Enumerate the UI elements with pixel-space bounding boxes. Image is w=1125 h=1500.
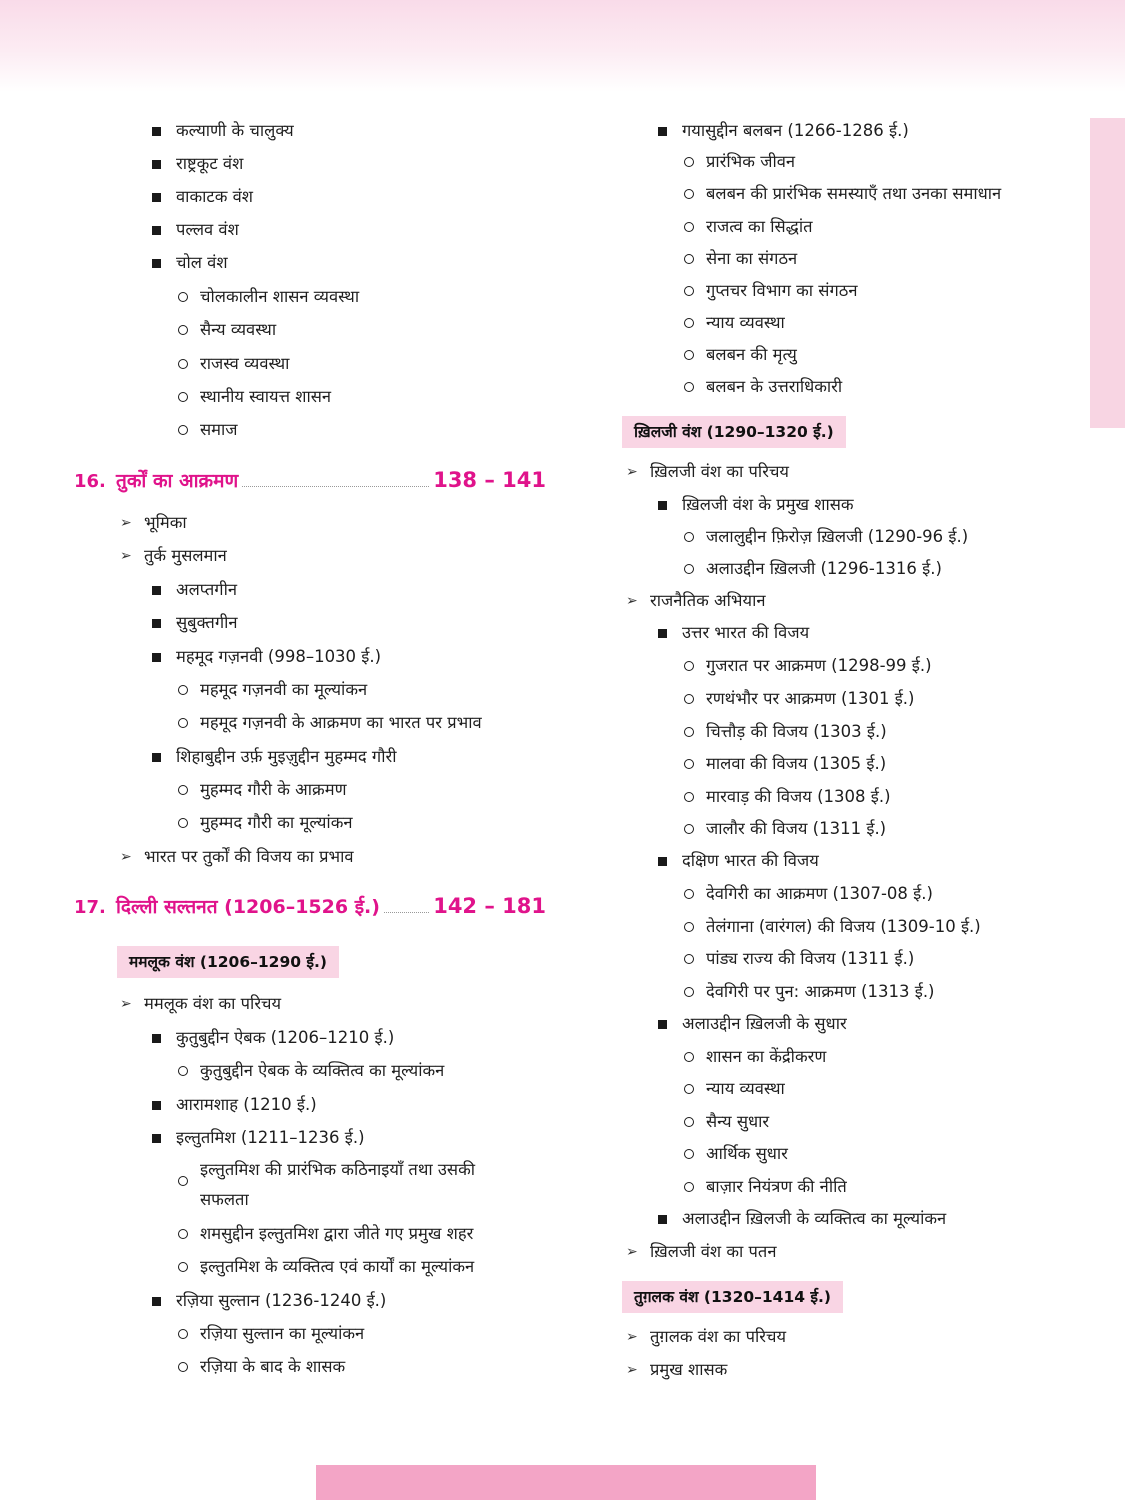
square-bullet-icon xyxy=(150,186,176,208)
circle-bullet-icon xyxy=(178,1060,200,1082)
list-item: गुप्तचर विभाग का संगठन xyxy=(684,280,857,302)
circle-bullet-icon xyxy=(684,344,706,366)
list-item: गुजरात पर आक्रमण (1298-99 ई.) xyxy=(684,655,932,677)
circle-bullet-icon xyxy=(684,916,706,938)
circle-bullet-icon xyxy=(684,1078,706,1100)
list-item: ख़िलजी वंश के प्रमुख शासक xyxy=(656,494,854,516)
circle-bullet-icon xyxy=(684,883,706,905)
leader-dots xyxy=(242,485,429,487)
circle-bullet-icon xyxy=(178,419,200,441)
list-item: देवगिरी पर पुन: आक्रमण (1313 ई.) xyxy=(684,981,935,1003)
list-item: प्रारंभिक जीवन xyxy=(684,151,795,173)
square-bullet-icon xyxy=(150,252,176,274)
square-bullet-icon xyxy=(150,1127,176,1149)
list-item: अलप्तगीन xyxy=(150,579,237,601)
list-item: महमूद गज़नवी के आक्रमण का भारत पर प्रभाव xyxy=(178,712,482,734)
circle-bullet-icon xyxy=(684,1176,706,1198)
list-item: सुबुक्तगीन xyxy=(150,612,238,634)
square-bullet-icon xyxy=(150,219,176,241)
circle-bullet-icon xyxy=(178,1323,200,1345)
arrow-bullet-icon: ➢ xyxy=(626,1329,638,1345)
list-item: राष्ट्रकूट वंश xyxy=(150,153,243,175)
square-bullet-icon xyxy=(656,1208,682,1230)
arrow-bullet-icon: ➢ xyxy=(626,464,638,480)
chapter-16-heading[interactable] xyxy=(74,467,546,493)
circle-bullet-icon xyxy=(684,216,706,238)
list-item: पल्लव वंश xyxy=(150,219,239,241)
circle-bullet-icon xyxy=(178,679,200,701)
list-item: न्याय व्यवस्था xyxy=(684,1078,785,1100)
square-bullet-icon xyxy=(656,1013,682,1035)
circle-bullet-icon xyxy=(178,386,200,408)
square-bullet-icon xyxy=(656,494,682,516)
arrow-bullet-icon: ➢ xyxy=(626,1244,638,1260)
circle-bullet-icon xyxy=(684,655,706,677)
square-bullet-icon xyxy=(656,120,682,142)
list-item: तेलंगाना (वारंगल) की विजय (1309-10 ई.) xyxy=(684,916,981,938)
chapter-pages: 142 – 181 xyxy=(433,894,546,918)
circle-bullet-icon xyxy=(684,981,706,1003)
circle-bullet-icon xyxy=(684,248,706,270)
list-item: ➢ तुग़लक वंश का परिचय xyxy=(626,1327,787,1346)
list-item: ➢ ख़िलजी वंश का परिचय xyxy=(626,462,789,481)
circle-bullet-icon xyxy=(684,558,706,580)
list-item: रणथंभौर पर आक्रमण (1301 ई.) xyxy=(684,688,915,710)
square-bullet-icon xyxy=(150,612,176,634)
circle-bullet-icon xyxy=(178,712,200,734)
list-item: ➢ ममलूक वंश का परिचय xyxy=(120,994,282,1013)
list-item: राजत्व का सिद्धांत xyxy=(684,216,813,238)
list-item: ➢ भूमिका xyxy=(120,513,187,532)
circle-bullet-icon xyxy=(178,1356,200,1378)
list-item: दक्षिण भारत की विजय xyxy=(656,850,819,872)
leader-dots xyxy=(384,911,429,913)
list-item: जलालुद्दीन फ़िरोज़ ख़िलजी (1290-96 ई.) xyxy=(684,526,968,548)
circle-bullet-icon xyxy=(178,1223,200,1245)
list-item: वाकाटक वंश xyxy=(150,186,253,208)
circle-bullet-icon xyxy=(178,812,200,834)
list-item: शमसुद्दीन इल्तुतमिश द्वारा जीते गए प्रमुख शहर xyxy=(178,1223,473,1245)
list-item: कुतुबुद्दीन ऐबक (1206–1210 ई.) xyxy=(150,1027,394,1049)
circle-bullet-icon xyxy=(178,286,200,308)
square-bullet-icon xyxy=(656,850,682,872)
list-item: इल्तुतमिश के व्यक्तित्व एवं कार्यों का मूल्यांकन xyxy=(178,1256,474,1278)
list-item: अलाउद्दीन ख़िलजी के सुधार xyxy=(656,1013,847,1035)
list-item: गयासुद्दीन बलबन (1266-1286 ई.) xyxy=(656,120,909,142)
list-item: चोलकालीन शासन व्यवस्था xyxy=(178,286,359,308)
list-item: शासन का केंद्रीकरण xyxy=(684,1046,826,1068)
list-item: रज़िया के बाद के शासक xyxy=(178,1356,345,1378)
square-bullet-icon xyxy=(150,1290,176,1312)
square-bullet-icon xyxy=(656,622,682,644)
list-item: देवगिरी का आक्रमण (1307-08 ई.) xyxy=(684,883,933,905)
circle-bullet-icon xyxy=(178,353,200,375)
list-item: ➢ तुर्क मुसलमान xyxy=(120,546,227,565)
circle-bullet-icon xyxy=(684,786,706,808)
chapter-title: दिल्ली सल्तनत (1206–1526 ई.) xyxy=(116,896,380,918)
square-bullet-icon xyxy=(150,746,176,768)
list-item: रज़िया सुल्तान (1236-1240 ई.) xyxy=(150,1290,386,1312)
list-item: स्थानीय स्वायत्त शासन xyxy=(178,386,331,408)
section-heading-tughlaq: तुग़लक वंश (1320–1414 ई.) xyxy=(622,1281,843,1313)
circle-bullet-icon xyxy=(684,376,706,398)
list-item: महमूद गज़नवी (998–1030 ई.) xyxy=(150,646,381,668)
side-tab-marker xyxy=(1090,118,1125,428)
list-item: अलाउद्दीन ख़िलजी के व्यक्तित्व का मूल्यांकन xyxy=(656,1208,946,1230)
square-bullet-icon xyxy=(150,1027,176,1049)
chapter-title: तुर्कों का आक्रमण xyxy=(116,470,239,492)
circle-bullet-icon xyxy=(684,948,706,970)
list-item: पांड्य राज्य की विजय (1311 ई.) xyxy=(684,948,914,970)
circle-bullet-icon xyxy=(684,526,706,548)
list-item: कुतुबुद्दीन ऐबक के व्यक्तित्व का मूल्यांकन xyxy=(178,1060,444,1082)
circle-bullet-icon xyxy=(178,1256,200,1278)
circle-bullet-icon xyxy=(684,1143,706,1165)
list-item: बाज़ार नियंत्रण की नीति xyxy=(684,1176,847,1198)
list-item: महमूद गज़नवी का मूल्यांकन xyxy=(178,679,367,701)
circle-bullet-icon xyxy=(684,280,706,302)
chapter-number: 16. xyxy=(74,471,106,492)
list-item: रज़िया सुल्तान का मूल्यांकन xyxy=(178,1323,364,1345)
chapter-pages: 138 – 141 xyxy=(433,468,546,492)
list-item: मुहम्मद गौरी का मूल्यांकन xyxy=(178,812,353,834)
section-heading-khilji: ख़िलजी वंश (1290–1320 ई.) xyxy=(622,416,846,448)
list-item: जालौर की विजय (1311 ई.) xyxy=(684,818,886,840)
arrow-bullet-icon: ➢ xyxy=(626,1362,638,1378)
list-item: शिहाबुद्दीन उर्फ़ मुइज़ुद्दीन मुहम्मद गौरी xyxy=(150,746,397,768)
list-item: अलाउद्दीन ख़िलजी (1296-1316 ई.) xyxy=(684,558,942,580)
arrow-bullet-icon: ➢ xyxy=(120,996,132,1012)
circle-bullet-icon xyxy=(684,721,706,743)
section-heading-mamluk: ममलूक वंश (1206–1290 ई.) xyxy=(117,946,339,978)
list-item: ➢ राजनैतिक अभियान xyxy=(626,591,766,610)
list-item: उत्तर भारत की विजय xyxy=(656,622,809,644)
list-item: कल्याणी के चालुक्य xyxy=(150,120,294,142)
circle-bullet-icon xyxy=(178,779,200,801)
list-item: बलबन के उत्तराधिकारी xyxy=(684,376,842,398)
list-item: ➢ ख़िलजी वंश का पतन xyxy=(626,1242,777,1261)
circle-bullet-icon xyxy=(178,319,200,341)
list-item: आरामशाह (1210 ई.) xyxy=(150,1094,317,1116)
circle-bullet-icon xyxy=(684,312,706,334)
circle-bullet-icon xyxy=(684,753,706,775)
circle-bullet-icon xyxy=(684,1046,706,1068)
list-item: आर्थिक सुधार xyxy=(684,1143,788,1165)
list-item: बलबन की मृत्यु xyxy=(684,344,797,366)
square-bullet-icon xyxy=(150,579,176,601)
chapter-17-heading[interactable] xyxy=(74,893,546,919)
list-item: चोल वंश xyxy=(150,252,228,274)
list-item: इल्तुतमिश (1211–1236 ई.) xyxy=(150,1127,365,1149)
arrow-bullet-icon: ➢ xyxy=(120,515,132,531)
circle-bullet-icon xyxy=(684,688,706,710)
square-bullet-icon xyxy=(150,153,176,175)
list-item: ➢ प्रमुख शासक xyxy=(626,1360,728,1379)
square-bullet-icon xyxy=(150,120,176,142)
list-item: चित्तौड़ की विजय (1303 ई.) xyxy=(684,721,887,743)
chapter-number: 17. xyxy=(74,897,106,918)
toc-left-column xyxy=(0,0,560,1460)
list-item: समाज xyxy=(178,419,238,441)
list-item: इल्तुतमिश की प्रारंभिक कठिनाइयाँ तथा उसकी सफलता xyxy=(178,1155,508,1215)
list-item: मालवा की विजय (1305 ई.) xyxy=(684,753,886,775)
circle-bullet-icon xyxy=(684,183,706,205)
list-item: बलबन की प्रारंभिक समस्याएँ तथा उनका समाधान xyxy=(684,183,1001,205)
list-item: न्याय व्यवस्था xyxy=(684,312,785,334)
footer-bar xyxy=(316,1465,816,1500)
square-bullet-icon xyxy=(150,1094,176,1116)
arrow-bullet-icon: ➢ xyxy=(626,593,638,609)
list-item: ➢ भारत पर तुर्कों की विजय का प्रभाव xyxy=(120,847,354,866)
circle-bullet-icon xyxy=(684,1111,706,1133)
list-item: मारवाड़ की विजय (1308 ई.) xyxy=(684,786,891,808)
circle-bullet-icon xyxy=(684,818,706,840)
list-item: मुहम्मद गौरी के आक्रमण xyxy=(178,779,347,801)
list-item: सेना का संगठन xyxy=(684,248,797,270)
circle-bullet-icon xyxy=(684,151,706,173)
square-bullet-icon xyxy=(150,646,176,668)
arrow-bullet-icon: ➢ xyxy=(120,548,132,564)
list-item: राजस्व व्यवस्था xyxy=(178,353,289,375)
list-item: सैन्य व्यवस्था xyxy=(178,319,276,341)
arrow-bullet-icon: ➢ xyxy=(120,849,132,865)
circle-bullet-icon xyxy=(178,1166,200,1196)
list-item: सैन्य सुधार xyxy=(684,1111,769,1133)
